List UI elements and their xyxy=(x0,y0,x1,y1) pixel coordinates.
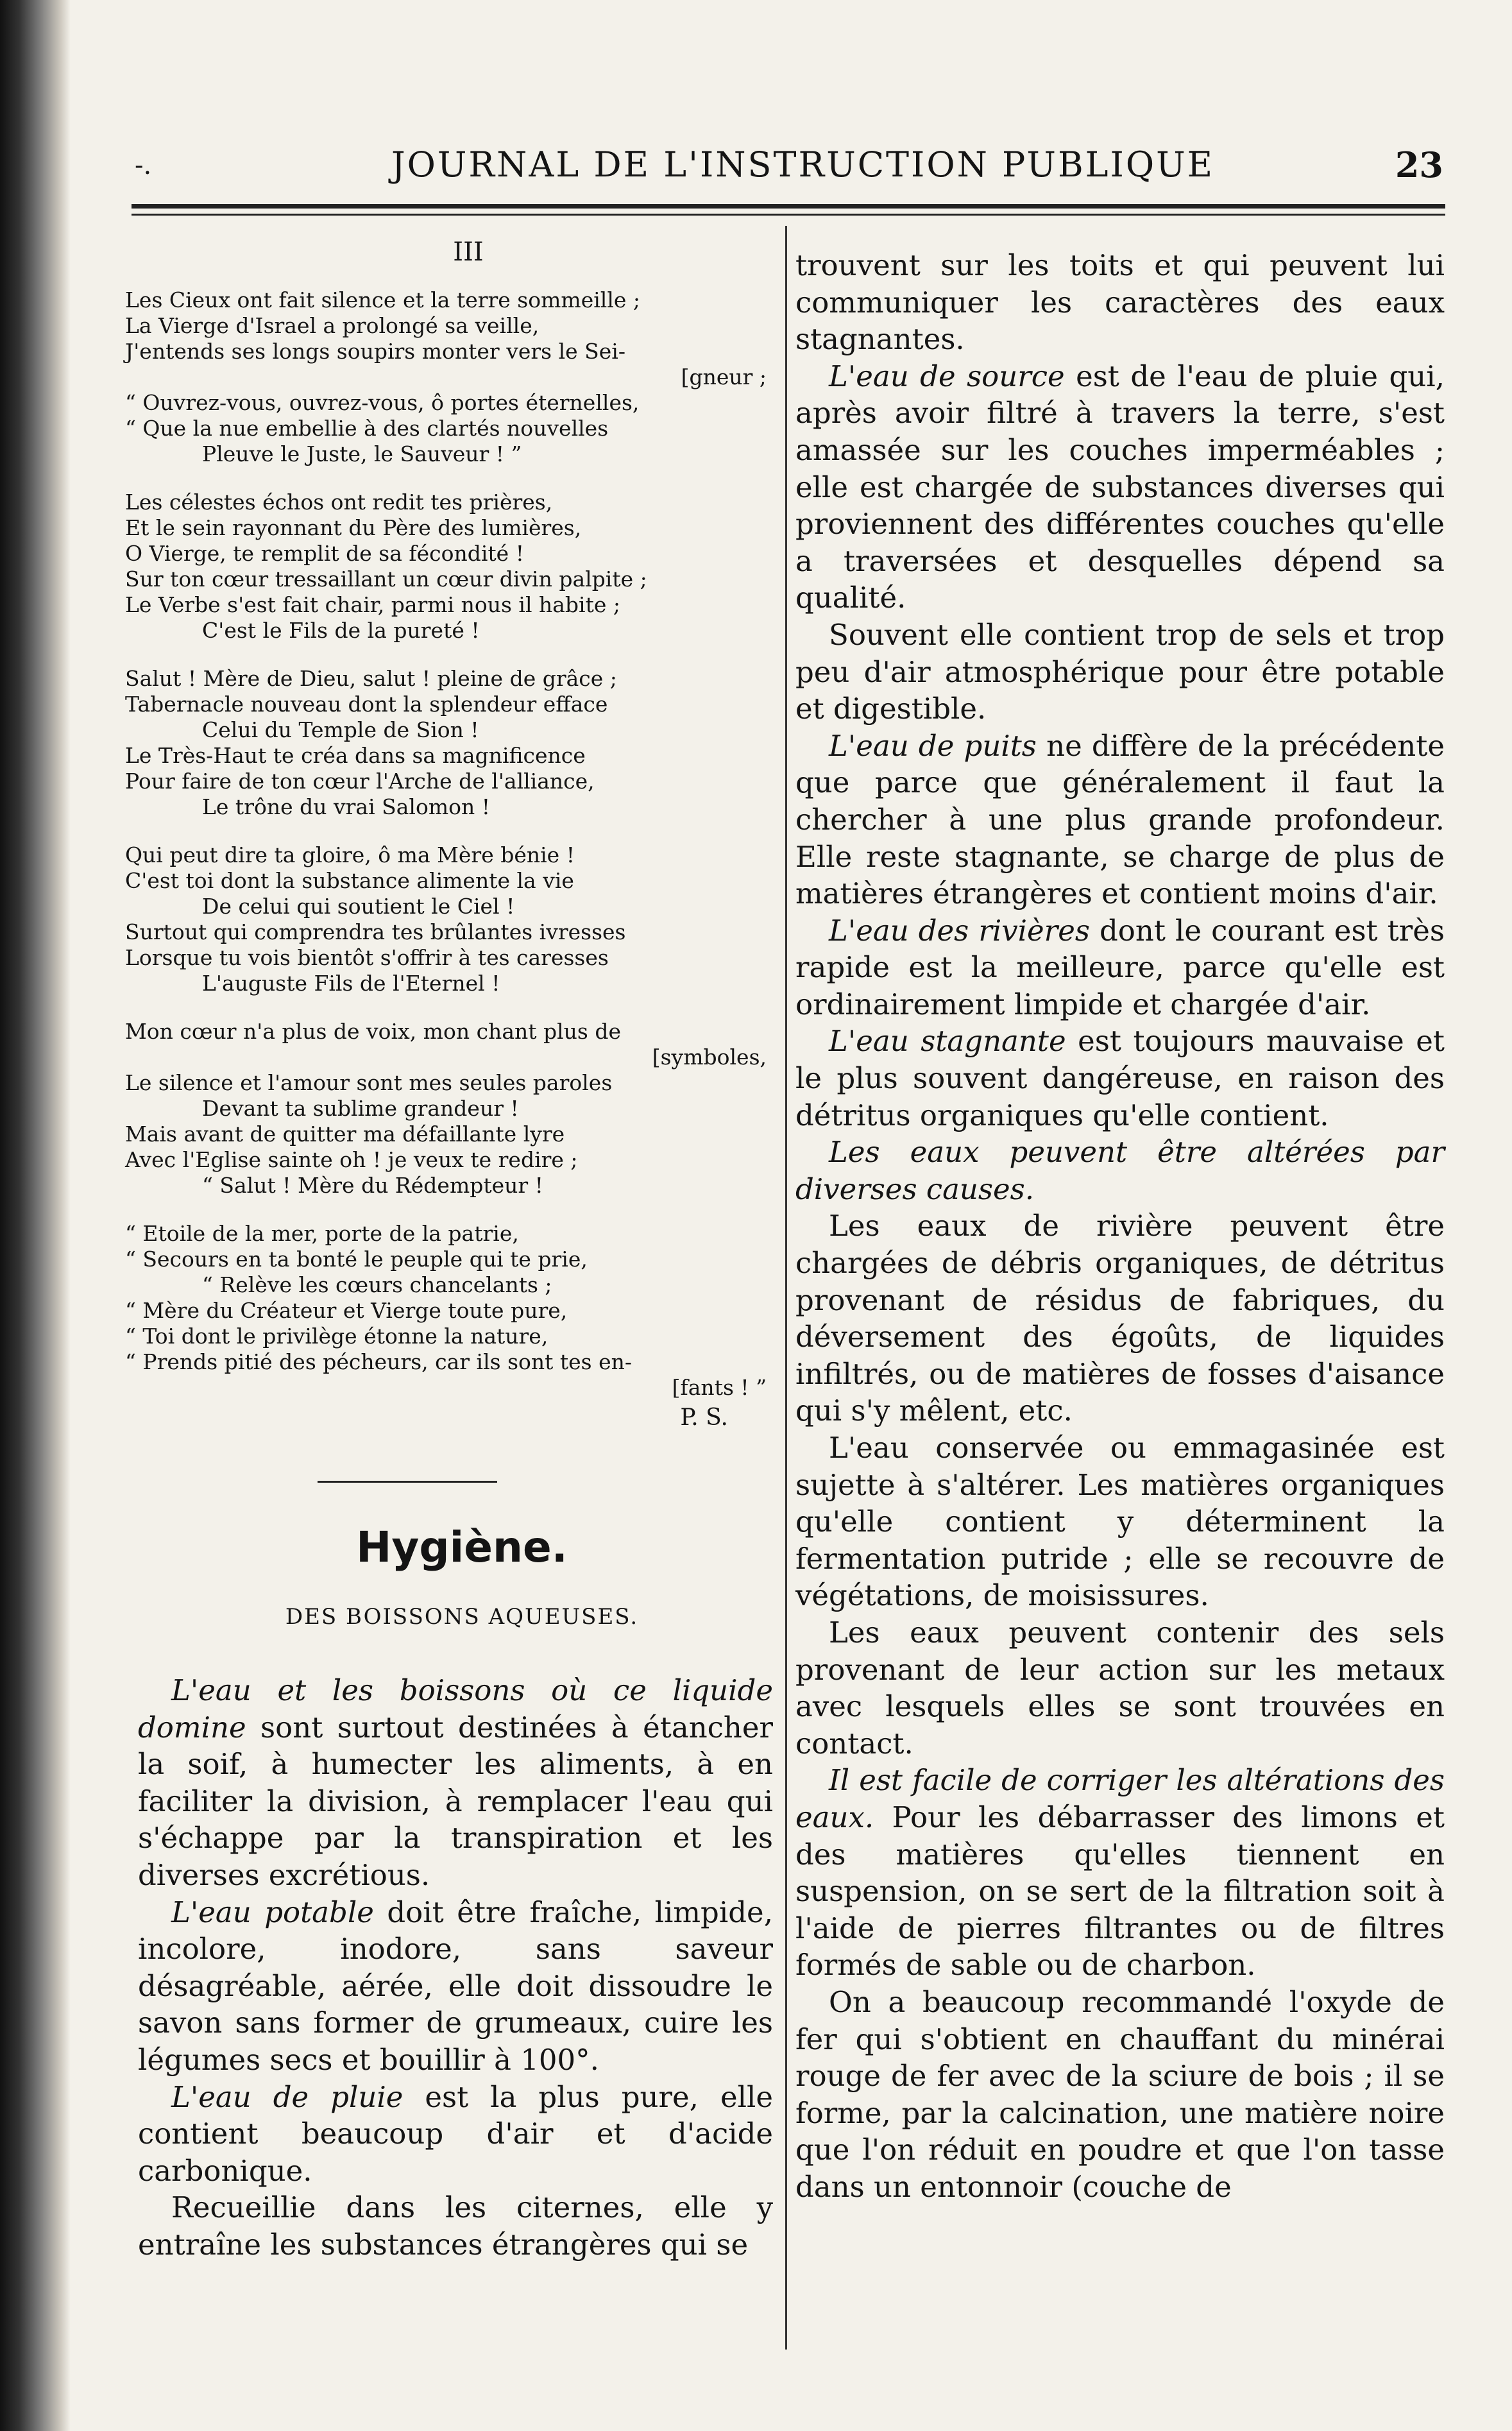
paragraph xyxy=(795,1134,1445,1207)
poem-line: Le trône du vrai Salomon ! xyxy=(202,794,490,819)
paragraph-text: On a beaucoup recommandé l'oxyde de fer qui s'obtient en chauffant du minérai rouge de fer avec de la sciure de bois ; il se forme, par la calcination, une matière noire que l'on réduit en poudre et que l'on tasse dans un entonnoir (couche de xyxy=(795,1984,1445,2204)
poem-line: “ Que la nue embellie à des clartés nouvelles xyxy=(125,416,609,441)
poem-line: L'auguste Fils de l'Eternel ! xyxy=(202,971,500,996)
paragraph xyxy=(795,1984,1445,2206)
poem-line: Et le sein rayonnant du Père des lumières, xyxy=(125,515,582,540)
article-title: Hygiène. xyxy=(356,1523,568,1572)
poem-line: “ Etoile de la mer, porte de la patrie, xyxy=(125,1221,519,1246)
paragraph-text: Les eaux de rivière peuvent être chargées de débris organiques, de détritus provenant de résidus de fabriques, du déversement des égoûts, de liquides infiltrés, ou de matières de fosses d'aisance qui s'y mêlent, etc. xyxy=(795,1209,1445,1428)
paragraph xyxy=(795,617,1445,728)
header-rule-thick xyxy=(132,204,1445,209)
poem-line: C'est le Fils de la pureté ! xyxy=(202,618,480,643)
paragraph-italic: L'eau et les boissons où ce liquide domine xyxy=(138,1673,773,1744)
poem-line: La Vierge d'Israel a prolongé sa veille, xyxy=(125,313,539,338)
paragraph-text: Pour les débarrasser des limons et des matières qu'elles tiennent en suspension, on se sert de la filtration soit à l'aide de pierres filtrantes ou de filtres formés de sable ou de charbon. xyxy=(795,1800,1445,1983)
poem-line: “ Secours en ta bonté le peuple qui te prie, xyxy=(125,1247,588,1272)
poem-line: Lorsque tu vois bientôt s'offrir à tes caresses xyxy=(125,945,609,970)
poem-line: J'entends ses longs soupirs monter vers le Sei- xyxy=(125,339,625,364)
paragraph xyxy=(795,358,1445,617)
running-header xyxy=(96,144,1443,196)
column-divider xyxy=(785,226,787,2350)
poem-line: De celui qui soutient le Ciel ! xyxy=(202,894,515,919)
poem-stanza xyxy=(125,490,773,644)
section-separator xyxy=(318,1481,497,1483)
poem-line: Le Très-Haut te créa dans sa magnificence xyxy=(125,743,586,768)
poem-line: Salut ! Mère de Dieu, salut ! pleine de grâce ; xyxy=(125,666,617,691)
poem-line: Le silence et l'amour sont mes seules paroles xyxy=(125,1070,613,1095)
paragraph xyxy=(138,1894,773,2079)
paragraph-italic: L'eau de puits xyxy=(829,728,1037,763)
paragraph-text: Recueillie dans les citernes, elle y entraîne les substances étrangères qui se xyxy=(138,2190,773,2262)
paragraph-italic: Les eaux peuvent être altérées par diverses causes. xyxy=(795,1135,1445,1206)
paragraph xyxy=(795,1429,1445,1614)
paragraph xyxy=(795,1762,1445,1984)
paragraph-text: doit être fraîche, limpide, incolore, inodore, sans saveur désagréable, aérée, elle doit dissoudre le savon sans former de grumeaux, cuire les légumes secs et bouillir à 100°. xyxy=(138,1895,773,2077)
paragraph-text: Les eaux peuvent contenir des sels provenant de leur action sur les metaux avec lesquels elles se sont trouvées en contact. xyxy=(795,1615,1445,1761)
paragraph-italic: Il est facile de corriger les altérations des eaux. xyxy=(795,1763,1445,1834)
paragraph xyxy=(138,2189,773,2263)
paragraph-italic: L'eau de source xyxy=(829,359,1065,393)
poem-line: Pour faire de ton cœur l'Arche de l'alliance, xyxy=(125,769,595,794)
poem-line: O Vierge, te remplit de sa fécondité ! xyxy=(125,541,524,566)
poem-line: “ Mère du Créateur et Vierge toute pure, xyxy=(125,1298,568,1323)
paragraph-text: Souvent elle contient trop de sels et trop peu d'air atmosphérique pour être potable et digestible. xyxy=(795,617,1445,726)
header-mark: -. xyxy=(135,151,152,180)
poem-stanza xyxy=(125,666,773,820)
paragraph xyxy=(138,1672,773,1894)
poem-stanza xyxy=(125,1019,773,1198)
paragraph-text: est la plus pure, elle contient beaucoup d'air et d'acide carbonique. xyxy=(138,2079,773,2188)
paragraph-italic: L'eau potable xyxy=(171,1895,374,1929)
journal-title: JOURNAL DE L'INSTRUCTION PUBLIQUE xyxy=(391,144,1215,185)
poem-section-number: III xyxy=(453,237,484,267)
poem xyxy=(125,287,773,1401)
poem-line: “ Toi dont le privilège étonne la nature, xyxy=(125,1324,548,1349)
poem-line: Pleuve le Juste, le Sauveur ! ” xyxy=(202,441,522,466)
poem-line: Devant ta sublime grandeur ! xyxy=(202,1096,519,1121)
poem-stanza xyxy=(125,1221,773,1401)
poem-line: Mais avant de quitter ma défaillante lyre xyxy=(125,1122,565,1147)
paragraph-italic: L'eau des rivières xyxy=(829,913,1090,948)
poem-line: Avec l'Eglise sainte oh ! je veux te redire ; xyxy=(125,1147,578,1172)
paragraph xyxy=(795,912,1445,1023)
page-binding-edge xyxy=(0,0,71,2431)
poem-line: “ Relève les cœurs chancelants ; xyxy=(202,1272,552,1297)
header-rule-thin xyxy=(132,214,1445,216)
poem-line: Tabernacle nouveau dont la splendeur efface xyxy=(125,692,608,717)
poem-line: “ Salut ! Mère du Rédempteur ! xyxy=(202,1173,543,1198)
paragraph xyxy=(795,247,1445,358)
paragraph xyxy=(795,1207,1445,1429)
left-column xyxy=(125,237,773,2264)
poem-line: Les célestes échos ont redit tes prières, xyxy=(125,490,553,515)
poem-line: Les Cieux ont fait silence et la terre sommeille ; xyxy=(125,287,641,312)
article-subtitle: DES BOISSONS AQUEUSES. xyxy=(285,1604,639,1630)
paragraph-text: est toujours mauvaise et le plus souvent dangéreuse, en raison des détritus organiques qu'elle contient. xyxy=(795,1024,1445,1132)
paragraph xyxy=(795,1023,1445,1134)
right-article-text xyxy=(795,247,1445,2205)
poem-line: [symboles, xyxy=(652,1045,767,1070)
paragraph xyxy=(138,2079,773,2190)
paragraph-text: est de l'eau de pluie qui, après avoir filtré à travers la terre, s'est amassée sur les couches imperméables ; elle est chargée de substances diverses qui proviennent des différentes couches qu'elle a traversées et desquelles dépend sa qualité. xyxy=(795,359,1445,615)
poem-line: Sur ton cœur tressaillant un cœur divin palpite ; xyxy=(125,567,647,592)
poem-line: “ Ouvrez-vous, ouvrez-vous, ô portes éternelles, xyxy=(125,390,640,415)
poem-line: Surtout qui comprendra tes brûlantes ivresses xyxy=(125,919,626,944)
poem-stanza xyxy=(125,287,773,467)
paragraph-text: ne diffère de la précédente que parce que généralement il faut la chercher à une plus grande profondeur. Elle reste stagnante, se charge de plus de matières étrangères et contient moins d'air. xyxy=(795,728,1445,911)
poem-stanza xyxy=(125,842,773,996)
paragraph-text: trouvent sur les toits et qui peuvent lui communiquer les caractères des eaux stagnantes. xyxy=(795,248,1445,357)
paragraph-italic: L'eau stagnante xyxy=(829,1024,1066,1059)
poem-line: Celui du Temple de Sion ! xyxy=(202,717,479,742)
poem-line: Mon cœur n'a plus de voix, mon chant plus de xyxy=(125,1019,622,1044)
poem-signature: P. S. xyxy=(680,1404,728,1431)
paragraph xyxy=(795,1614,1445,1762)
left-article-text xyxy=(125,1672,773,2264)
poem-line: “ Prends pitié des pécheurs, car ils sont tes en- xyxy=(125,1349,633,1374)
paragraph-italic: L'eau de pluie xyxy=(171,2079,403,2114)
paragraph-text: sont surtout destinées à étancher la soif, à humecter les aliments, à en faciliter la division, à remplacer l'eau qui s'échappe par la transpiration et les diverses excrétious. xyxy=(138,1710,773,1892)
poem-line: [fants ! ” xyxy=(672,1375,767,1400)
page-number: 23 xyxy=(1395,144,1443,185)
paragraph-text: L'eau conservée ou emmagasinée est sujette à s'altérer. Les matières organiques qu'elle contient y déterminent la fermentation putride ; elle se recouvre de végétations, de moisissures. xyxy=(795,1431,1445,1613)
poem-line: C'est toi dont la substance alimente la vie xyxy=(125,868,574,893)
poem-line: Qui peut dire ta gloire, ô ma Mère bénie ! xyxy=(125,842,575,867)
poem-line: [gneur ; xyxy=(681,364,767,389)
paragraph xyxy=(795,728,1445,912)
right-column xyxy=(795,247,1445,2205)
poem-line: Le Verbe s'est fait chair, parmi nous il habite ; xyxy=(125,592,621,617)
paragraph-text: dont le courant est très rapide est la meilleure, parce qu'elle est ordinairement limpide et chargée d'air. xyxy=(795,913,1445,1021)
